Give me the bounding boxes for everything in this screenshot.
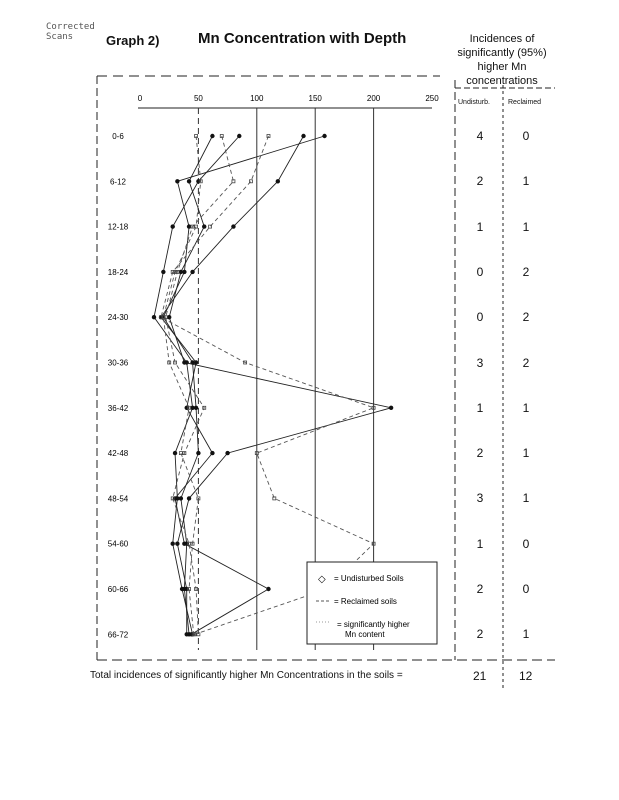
data-point [161,270,165,274]
x-tick-label: 0 [137,94,143,103]
count-undisturbed: 0 [476,310,484,325]
data-point [301,134,305,138]
y-tick-label: 42-48 [107,449,129,459]
x-tick-label: 250 [425,94,439,103]
legend [307,562,437,644]
scan-stamp: Corrected Scans [46,22,95,42]
count-reclaimed: 0 [522,582,530,596]
series-line-undisturbed-0 [163,136,324,634]
count-reclaimed: 2 [522,310,530,325]
count-undisturbed: 2 [476,627,484,642]
count-undisturbed: 3 [476,355,484,370]
data-point [187,496,191,500]
y-tick-label: 36-42 [107,403,129,413]
legend-reclaimed-label: = Reclaimed soils [334,597,397,606]
y-tick-label: 12-18 [107,222,129,232]
data-point [182,360,186,364]
count-reclaimed: 1 [522,446,530,461]
count-reclaimed: 2 [522,355,530,370]
incidence-heading: Incidences of significantly (95%) higher Mn concentrations [457,33,547,87]
count-reclaimed: 0 [522,129,530,143]
data-point [171,542,175,546]
count-undisturbed: 3 [476,491,484,506]
y-tick-label: 66-72 [107,630,129,640]
column-header-reclaimed: Reclaimed [508,99,542,106]
series-line-undisturbed-3 [161,136,303,634]
count-undisturbed: 4 [476,129,484,143]
y-tick-label: 0-6 [112,132,124,141]
data-point [190,270,194,274]
data-point [173,451,177,455]
x-tick-label: 150 [308,94,322,103]
data-point [389,406,393,410]
legend-significant-label: = significantly higher Mn content [337,620,410,639]
data-point [182,542,186,546]
data-point [175,179,179,183]
y-tick-label: 48-54 [107,494,129,504]
count-undisturbed: 0 [476,264,484,279]
legend-undisturbed-icon: ◇ [318,574,326,585]
data-point [180,587,184,591]
data-point [237,134,241,138]
chart-title: Mn Concentration with Depth [198,30,407,47]
data-point [175,542,179,546]
data-point [190,406,194,410]
data-point [231,224,235,228]
legend-undisturbed-label: = Undisturbed Soils [334,574,404,583]
y-tick-label: 30-36 [107,358,129,368]
count-reclaimed: 0 [522,536,530,551]
data-point [187,179,191,183]
y-tick-label: 60-66 [107,585,129,594]
y-tick-label: 54-60 [107,539,129,549]
count-undisturbed: 1 [476,219,484,234]
total-reclaimed: 12 [519,669,533,683]
y-tick-label: 24-30 [107,313,129,323]
data-point [194,360,198,364]
y-tick-label: 6-12 [109,177,127,187]
count-reclaimed: 1 [522,491,530,506]
data-point [185,632,189,636]
count-undisturbed: 1 [476,536,484,551]
graph-label: Graph 2) [106,33,160,48]
data-point [225,451,229,455]
count-reclaimed: 1 [522,400,530,415]
data-point [276,179,280,183]
series-line-undisturbed-1 [154,136,239,634]
data-point [187,224,191,228]
data-point [210,134,214,138]
count-reclaimed: 2 [522,264,530,279]
column-header-undisturbed: Undisturb. [458,99,490,106]
data-point [179,270,183,274]
total-label: Total incidences of significantly higher Mn Concentrations in the soils = [90,670,403,681]
data-point [196,451,200,455]
count-undisturbed: 1 [476,400,484,415]
y-tick-label: 18-24 [107,267,129,277]
count-undisturbed: 2 [476,582,484,596]
count-reclaimed: 1 [522,627,530,642]
data-point [266,587,270,591]
total-undisturbed: 21 [473,669,487,683]
x-tick-label: 100 [250,94,264,103]
count-reclaimed: 1 [522,174,530,189]
data-point [210,451,214,455]
data-point [322,134,326,138]
data-point [167,315,171,319]
count-reclaimed: 1 [522,219,530,234]
data-point [202,224,206,228]
count-undisturbed: 2 [476,174,484,189]
x-tick-label: 50 [193,94,203,103]
series-line-reclaimed-6 [161,136,374,634]
count-undisturbed: 2 [476,446,484,461]
data-point [171,224,175,228]
x-tick-label: 200 [366,94,381,103]
data-point [152,315,156,319]
